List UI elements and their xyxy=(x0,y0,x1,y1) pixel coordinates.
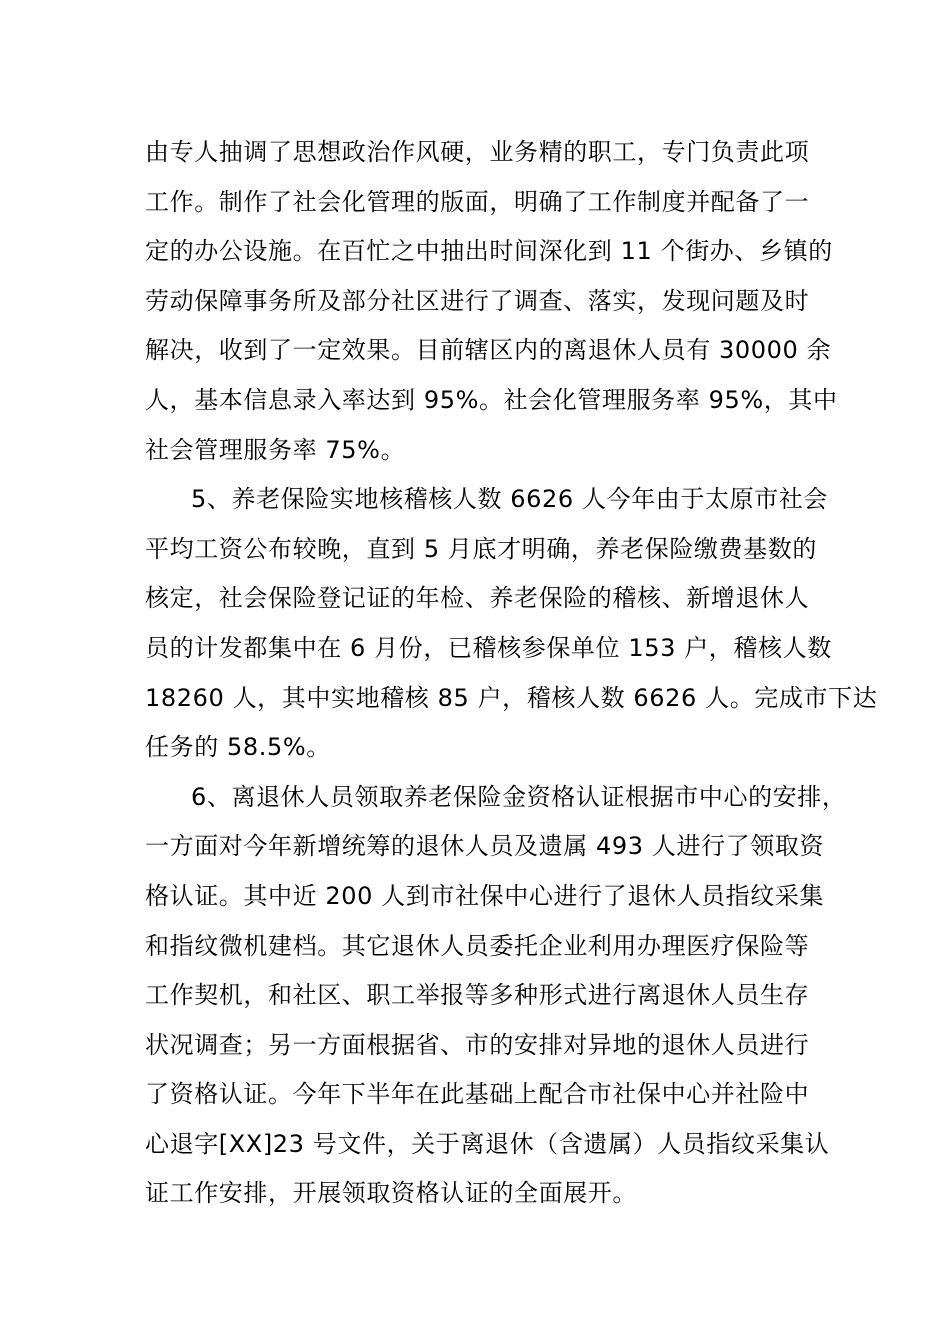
text-line: 任务的 58.5%。 xyxy=(145,733,331,762)
text-line: 了资格认证。今年下半年在此基础上配合市社保中心并社险中 xyxy=(145,1080,810,1109)
text-line: 解决，收到了一定效果。目前辖区内的离退休人员有 30000 余 xyxy=(145,336,832,365)
document-body xyxy=(145,128,878,1219)
text-line: 员的计发都集中在 6 月份，已稽核参保单位 153 户，稽核人数 xyxy=(145,633,832,662)
text-line: 心退字[XX]23 号文件，关于离退休（含遗属）人员指纹采集认 xyxy=(145,1129,830,1158)
paragraph-start-line: 5、养老保险实地核稽核人数 6626 人今年由于太原市社会 xyxy=(191,485,829,514)
text-line: 工作。制作了社会化管理的版面，明确了工作制度并配备了一 xyxy=(145,187,810,216)
text-line: 社会管理服务率 75%。 xyxy=(145,435,406,464)
text-line: 劳动保障事务所及部分社区进行了调查、落实，发现问题及时 xyxy=(145,286,810,315)
text-line: 人，基本信息录入率达到 95%。社会化管理服务率 95%，其中 xyxy=(145,385,838,414)
text-line: 工作契机，和社区、职工举报等多种形式进行离退休人员生存 xyxy=(145,981,810,1010)
text-line: 由专人抽调了思想政治作风硬，业务精的职工，专门负责此项 xyxy=(145,138,810,166)
paragraph-start-line: 6、离退休人员领取养老保险金资格认证根据市中心的安排， xyxy=(191,782,847,811)
text-line: 核定，社会保险登记证的年检、养老保险的稽核、新增退休人 xyxy=(145,584,810,613)
text-line: 一方面对今年新增统筹的退休人员及遗属 493 人进行了领取资 xyxy=(145,832,825,861)
text-line: 格认证。其中近 200 人到市社保中心进行了退休人员指纹采集 xyxy=(145,881,825,910)
text-line: 状况调查；另一方面根据省、市的安排对异地的退休人员进行 xyxy=(145,1030,810,1059)
text-line: 证工作安排，开展领取资格认证的全面展开。 xyxy=(145,1179,637,1208)
text-line: 18260 人，其中实地稽核 85 户，稽核人数 6626 人。完成市下达 xyxy=(145,683,878,712)
text-line: 定的办公设施。在百忙之中抽出时间深化到 11 个街办、乡镇的 xyxy=(145,237,833,266)
text-line: 和指纹微机建档。其它退休人员委托企业利用办理医疗保险等 xyxy=(145,931,810,960)
text-line: 平均工资公布较晚，直到 5 月底才明确，养老保险缴费基数的 xyxy=(145,534,817,563)
